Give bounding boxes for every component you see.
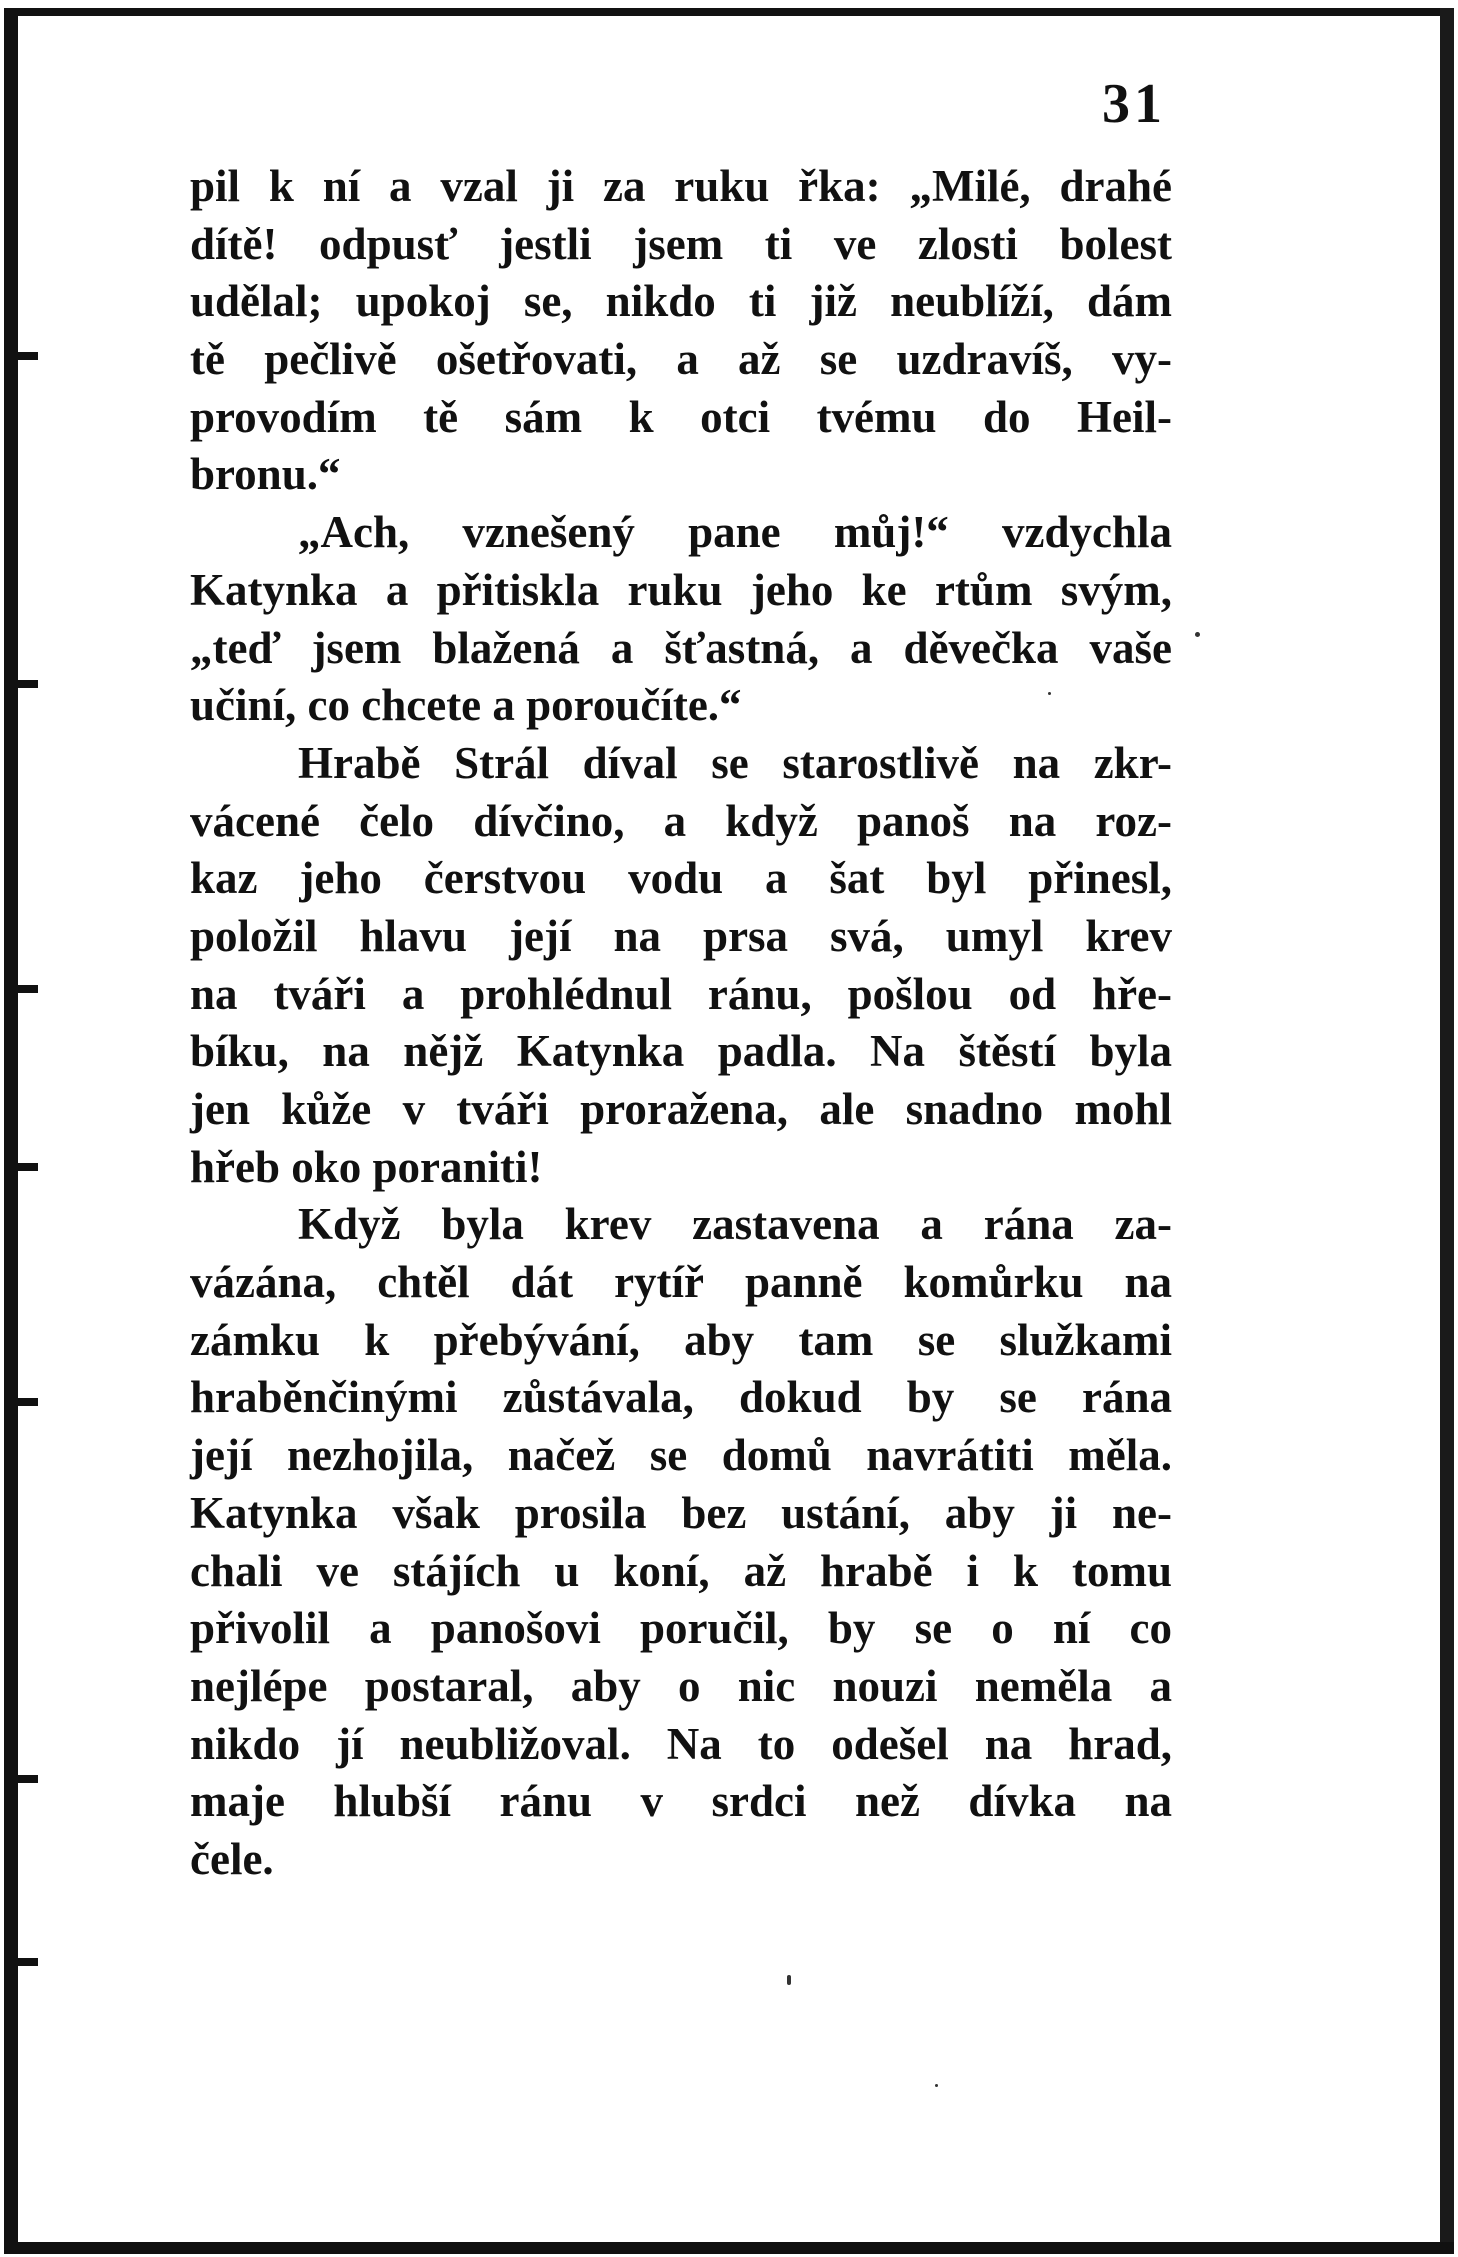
- text-line: vácené čelo dívčino, a když panoš na roz-: [190, 795, 1172, 846]
- binding-notch: [18, 352, 38, 360]
- text-line: „teď jsem blažená a šťastná, a děvečka vaše: [190, 622, 1172, 673]
- binding-notch: [18, 1775, 38, 1783]
- text-line: hřeb oko poraniti!: [190, 1141, 543, 1192]
- text-line: provodím tě sám k otci tvému do Heil-: [190, 391, 1172, 442]
- text-line: zámku k přebývání, aby tam se služkami: [190, 1314, 1172, 1365]
- text-line: učiní, co chcete a poroučíte.“: [190, 680, 742, 731]
- text-line: bronu.“: [190, 449, 341, 500]
- dust-speck: [1195, 632, 1200, 637]
- text-line: přivolil a panošovi poručil, by se o ní co: [190, 1603, 1172, 1654]
- page-number: 31: [1102, 73, 1166, 135]
- text-line: hraběnčinými zůstávala, dokud by se rána: [190, 1372, 1172, 1423]
- text-line: nejlépe postaral, aby o nic nouzi neměla a: [190, 1660, 1172, 1711]
- text-line: jen kůže v tváři proražena, ale snadno mohl: [190, 1084, 1172, 1134]
- text-line: maje hlubší ránu v srdci než dívka na: [190, 1776, 1172, 1827]
- dust-speck: [935, 2084, 938, 2087]
- page-edge-right: [1440, 8, 1454, 2248]
- text-line: kaz jeho čerstvou vodu a šat byl přinesl,: [190, 853, 1172, 904]
- text-line: bíku, na nějž Katynka padla. Na štěstí byla: [190, 1026, 1172, 1077]
- page-edge-top: [14, 8, 1450, 16]
- text-line: udělal; upokoj se, nikdo ti již neublíží, dám: [190, 276, 1172, 327]
- binding-notch: [18, 1163, 38, 1171]
- text-line: tě pečlivě ošetřovati, a až se uzdravíš, vy-: [190, 334, 1172, 385]
- text-line: položil hlavu její na prsa svá, umyl krev: [190, 910, 1172, 961]
- binding-notch: [18, 680, 38, 688]
- binding-notch: [18, 1398, 38, 1406]
- page-edge-bottom: [4, 2242, 1454, 2254]
- text-line: Hrabě Strál díval se starostlivě na zkr-: [298, 737, 1172, 788]
- dust-speck: [787, 1975, 791, 1985]
- text-line: její nezhojila, načež se domů navrátiti měla.: [190, 1430, 1172, 1481]
- text-line: vázána, chtěl dát rytíř panně komůrku na: [190, 1257, 1172, 1308]
- text-line: na tváři a prohlédnul ránu, pošlou od hře-: [190, 968, 1172, 1019]
- text-line: Katynka a přitiskla ruku jeho ke rtům svým,: [190, 564, 1172, 615]
- text-line: Když byla krev zastavena a rána za-: [298, 1199, 1172, 1250]
- text-line: nikdo jí neubližoval. Na to odešel na hrad,: [190, 1718, 1172, 1769]
- text-line: čele.: [190, 1833, 274, 1884]
- body-text: [190, 158, 1172, 1889]
- binding-notch: [18, 985, 38, 993]
- binding-notch: [18, 1958, 38, 1966]
- text-line: pil k ní a vzal ji za ruku řka: „Milé, drahé: [190, 161, 1172, 211]
- text-line: chali ve stájích u koní, až hrabě i k tomu: [190, 1545, 1172, 1596]
- text-line: dítě! odpusť jestli jsem ti ve zlosti bolest: [190, 218, 1172, 269]
- text-line: „Ach, vznešený pane můj!“ vzdychla: [298, 507, 1172, 558]
- page-edge-left: [4, 8, 18, 2248]
- text-line: Katynka však prosila bez ustání, aby ji ne-: [190, 1487, 1172, 1538]
